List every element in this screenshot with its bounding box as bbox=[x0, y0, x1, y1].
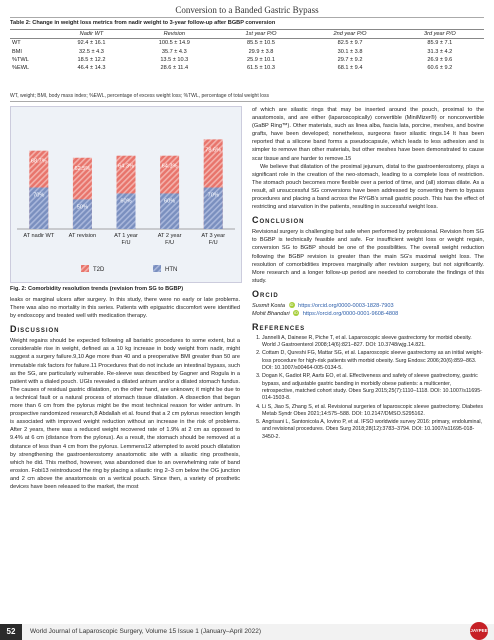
orcid-link[interactable]: https://orcid.org/0000-0003-1828-7903 bbox=[298, 302, 394, 309]
category-label: AT nadir WT bbox=[23, 233, 55, 239]
table-header-cell: Nadir WT bbox=[52, 30, 131, 39]
table-cell: 13.5 ± 10.3 bbox=[160, 56, 189, 63]
reference-item: 4. Li S, Jiao S, Zhang S, et al. Revisional surgeries of laparoscopic sleeve gastrectomy. Diabetes Metab Syndr Obes 2021;14:575–588. DOI: 10.2147/DMSO.S295162. bbox=[262, 404, 484, 419]
orcid-entry bbox=[252, 302, 484, 310]
table-cell: 100.5 ± 14.9 bbox=[158, 40, 190, 47]
table-cell: 61.5 ± 10.3 bbox=[247, 65, 275, 72]
table-cell: 82.5 ± 9.7 bbox=[337, 40, 363, 47]
category-label: F/U bbox=[165, 240, 175, 246]
table-header-cell bbox=[10, 30, 52, 39]
category-label: AT 1 year bbox=[114, 233, 138, 239]
category-label: AT 2 year bbox=[157, 233, 182, 239]
table-cell: %EWL bbox=[12, 65, 30, 72]
data-label-htn: 60% bbox=[120, 198, 132, 205]
legend-swatch bbox=[81, 265, 89, 272]
table-cell: 85.5 ± 10.5 bbox=[247, 40, 275, 47]
page-footer bbox=[0, 624, 494, 640]
discussion-paragraph-2: We believe that dilatation of the proximal jejunum, distal to the gastroenterostomy, plays a significant role in the creation of the neo-stomach, leading to a complete loss of restriction. The stomach pouch becomes more flexible over a period of time, and (all) stomas dilate. As a result, all unsuccessful SG conversions have been addressed by converting them to bypass procedures and placing a band across the RYGB's small gastric pouch. This has the effect of restricting and starvation in the patients, resulting in successful weight loss. bbox=[252, 163, 484, 211]
table-cell: 28.6 ± 11.4 bbox=[160, 65, 189, 72]
data-label-htn: 60% bbox=[163, 198, 176, 205]
category-label: AT revision bbox=[68, 233, 97, 239]
running-title: Conversion to a Banded Gastric Bypass bbox=[175, 5, 319, 15]
table-cell: 60.6 ± 9.2 bbox=[427, 65, 453, 72]
table-cell: 18.5 ± 12.2 bbox=[77, 56, 106, 63]
reference-item: 5. Angrisani L, Santonicola A, Iovino P, et al. IFSO worldwide survey 2016: primary, endoluminal, and revisional procedures. Obes Surg 2018;28(12):3783–3794. DOI: 10.1007/s11695-018-3450-2. bbox=[262, 419, 484, 441]
data-label-htn: 50% bbox=[76, 204, 89, 211]
references-heading: References bbox=[252, 321, 306, 332]
table-cell: 26.9 ± 9.6 bbox=[427, 56, 453, 63]
data-label-t2d: 64.3% bbox=[161, 163, 178, 170]
discussion-paragraph-cont: of which are silastic rings that may be inserted around the pouch, proximal to the anastomosis, and are either (laparoscopically) convertible (MiniMizer®) or nonconvertible (GaBP Ring™). Other materials, such as linea alba, fascia lata, porcine, meshes, and bovine grafts, have been developed; nonetheless, surgeons favor silastic rings.14 It has been reported that a silicone band forms a pseudocapsule, which leads to less adhesion and is simpler to remove than other materials, but other meshes have been demonstrated to cause scar tissue and are harder to remove.15 bbox=[252, 107, 484, 162]
reference-item: 2. Cottam D, Qureshi FG, Mattar SG, et al. Laparoscopic sleeve gastrectomy as an initial weight-loss procedure for high-risk patients with morbid obesity. Surg Endosc 2006;20(6):859–863. DOI: 10.1007/s00464-005-0134-5. bbox=[262, 350, 484, 372]
table-cell: 46.4 ± 14.3 bbox=[77, 65, 106, 72]
data-label-htn: 70% bbox=[33, 192, 45, 199]
table-header-cell: 3rd year P/O bbox=[396, 30, 484, 39]
table-cell: 31.3 ± 4.2 bbox=[427, 48, 453, 55]
table-header-cell: 2nd year P/O bbox=[304, 30, 395, 39]
table-footnote: WT, weight; BMI, body mass index; %EWL, percentage of excess weight loss; %TWL, percentage of total weight loss bbox=[10, 93, 270, 99]
table-cell: 25.9 ± 10.1 bbox=[247, 56, 275, 63]
discussion-paragraph: Weight regains should be expected following all bariatric procedures to some extent, but a considerable rise in weight, defined as a 10 kg increase in body weight from nadir, might suggest a surgery failure.9,10 Age more than 40 and a preoperative BMI greater than 50 are immutable risk factors for failure.11 Procedures that do not include an intestinal bypass, such as the SG, are particularly vulnerable. Re-sleeve was described by Gagner and Rogula in a patient with a dialed pouch. UGIs revealed a dilated antrum and/or a dilated stomach fundus. The causes of residual gastric dilatation, on the other hand, are unknown; it might be due to a technical fault or a natural process of stomach tissue dilatation. A dissection that began more than 6 cm from the pylorus might be the most technical reason for wider antrum. In prospective randomized research,8 Abdallah et al. found that a 2 cm pylorus resection length is associated with improved weight reduction without an increase in the risk of problems. After 2 years, there was a reduced weight recovered rate of 1.9% at 2 cm as opposed to 9.4% at 6 cm (distance from the pylorus). As a result, the stomach should be removed at a distance of less than 4 cm from the pylorus. Lemmens12 attempted to avoid pouch dilatation by strengthening the gastroenterostomy anastomotic site with a silastic ring prosthesis, which he did. This method, however, was abandoned due to an overwhelming rate of band erosion. Fobi13 reintroduced the ring by placing a silastic ring 2–3 cm below the OG junction and 2 cm above the anastomosis on a vertical pouch. Since then, a variety of prosthetic devices have been released to the market, the most bbox=[10, 338, 240, 490]
reference-item: 3. Dogan K, Gadiot RP, Aarts EO, et al. Effectiveness and safety of sleeve gastrectomy, gastric bypass, and adjustable gastric banding in morbidly obese patients: a multicenter, retrospective, matched cohort study. Obes Surg 2015;25(7):1110–1118. DOI: 10.1007/s11695-014-1503-8. bbox=[262, 373, 484, 402]
table-row bbox=[10, 47, 484, 55]
table-cell: BMI bbox=[12, 48, 22, 55]
table-cell: %TWL bbox=[12, 56, 29, 63]
weight-loss-table bbox=[10, 29, 484, 73]
orcid-author: Susmit Kosta bbox=[252, 302, 285, 309]
table-cell: 29.7 ± 9.2 bbox=[337, 56, 363, 63]
table-cell: 30.1 ± 3.8 bbox=[337, 48, 363, 55]
table-cell: 35.7 ± 4.3 bbox=[161, 48, 187, 55]
table-cell: 29.9 ± 3.8 bbox=[248, 48, 274, 55]
journal-name: World Journal of Laparoscopic Surgery, Volume 15 Issue 1 (January–April 2022) bbox=[30, 628, 261, 635]
table-cell: WT bbox=[12, 40, 21, 47]
data-label-t2d: 68.7% bbox=[30, 158, 47, 165]
legend-swatch bbox=[153, 265, 161, 272]
orcid-icon: iD bbox=[289, 302, 294, 308]
table-header-row bbox=[10, 30, 484, 39]
orcid-entry bbox=[252, 310, 484, 318]
table-cell: 32.5 ± 4.3 bbox=[79, 48, 104, 55]
data-label-t2d: 62.5% bbox=[74, 165, 91, 172]
legend-label: HTN bbox=[165, 267, 178, 273]
category-label: F/U bbox=[121, 240, 131, 246]
comorbidity-chart bbox=[10, 106, 242, 283]
category-label: AT 3 year bbox=[201, 233, 226, 239]
conclusion-paragraph: Revisional surgery is challenging but safe when performed by professional. Revision from SG to BGBP is technically feasible and safe. For insufficient weight loss or weight regain, conversion SG to BGBP should be one of the possibilities. The overall weight reduction following the BGBP revision is greater than the main SG's maximal weight loss. The resolution of comorbidities improves marginally after revision surgery, but not significantly. More research and a longer follow-up period are needed to corroborate the findings of this study. bbox=[252, 229, 484, 284]
reference-item: 1. Jannelli A, Dainese R, Piche T, et al. Laparoscopic sleeve gastrectomy for morbid obesity. World J Gastroenterol 2008;14(6):821–827. DOI: 10.3748/wjg.14.821. bbox=[262, 335, 484, 350]
category-label: F/U bbox=[208, 240, 218, 246]
right-column bbox=[252, 106, 484, 442]
data-label-t2d: 64.3% bbox=[118, 163, 134, 170]
results-paragraph: leaks or marginal ulcers after surgery. In this study, there were no early or late problems. There was also no mortality in this series. Patients with epigastric discomfort were identified by endoscopy and treated well with medication therapy. bbox=[10, 297, 240, 320]
table-rule bbox=[10, 101, 484, 102]
chart-svg bbox=[11, 107, 241, 282]
orcid-link[interactable]: https://orcid.org/0000-0001-9608-4808 bbox=[302, 310, 399, 317]
legend-label: T2D bbox=[93, 267, 105, 273]
table-caption: Table 2: Change in weight loss metrics from nadir weight to 3-year follow-up after BGBP conversion bbox=[10, 20, 276, 26]
discussion-heading: Discussion bbox=[10, 324, 60, 335]
orcid-author: Mohit Bhandari bbox=[252, 310, 290, 317]
conclusion-heading: Conclusion bbox=[252, 215, 305, 226]
left-column bbox=[10, 106, 240, 491]
data-label-t2d: 78.6% bbox=[205, 147, 222, 154]
publisher-logo: JAYPEE bbox=[470, 622, 488, 640]
page-number: 52 bbox=[0, 624, 22, 640]
table-row bbox=[10, 39, 484, 48]
data-label-htn: 70% bbox=[207, 192, 219, 199]
reference-list bbox=[252, 335, 484, 441]
header-rule bbox=[10, 17, 484, 18]
table-header-cell: 1st year P/O bbox=[218, 30, 305, 39]
table-cell: 92.4 ± 16.1 bbox=[77, 40, 106, 47]
table-cell: 68.1 ± 9.4 bbox=[337, 65, 363, 72]
orcid-heading: Orcid bbox=[252, 288, 279, 299]
figure-caption: Fig. 2: Comorbidity resolution trends (revision from SG to BGBP) bbox=[10, 286, 184, 292]
table-header-cell: Revision bbox=[131, 30, 218, 39]
table-cell: 85.9 ± 7.1 bbox=[427, 40, 453, 47]
orcid-icon: iD bbox=[294, 310, 299, 316]
table-row bbox=[10, 56, 484, 64]
table-row bbox=[10, 64, 484, 72]
